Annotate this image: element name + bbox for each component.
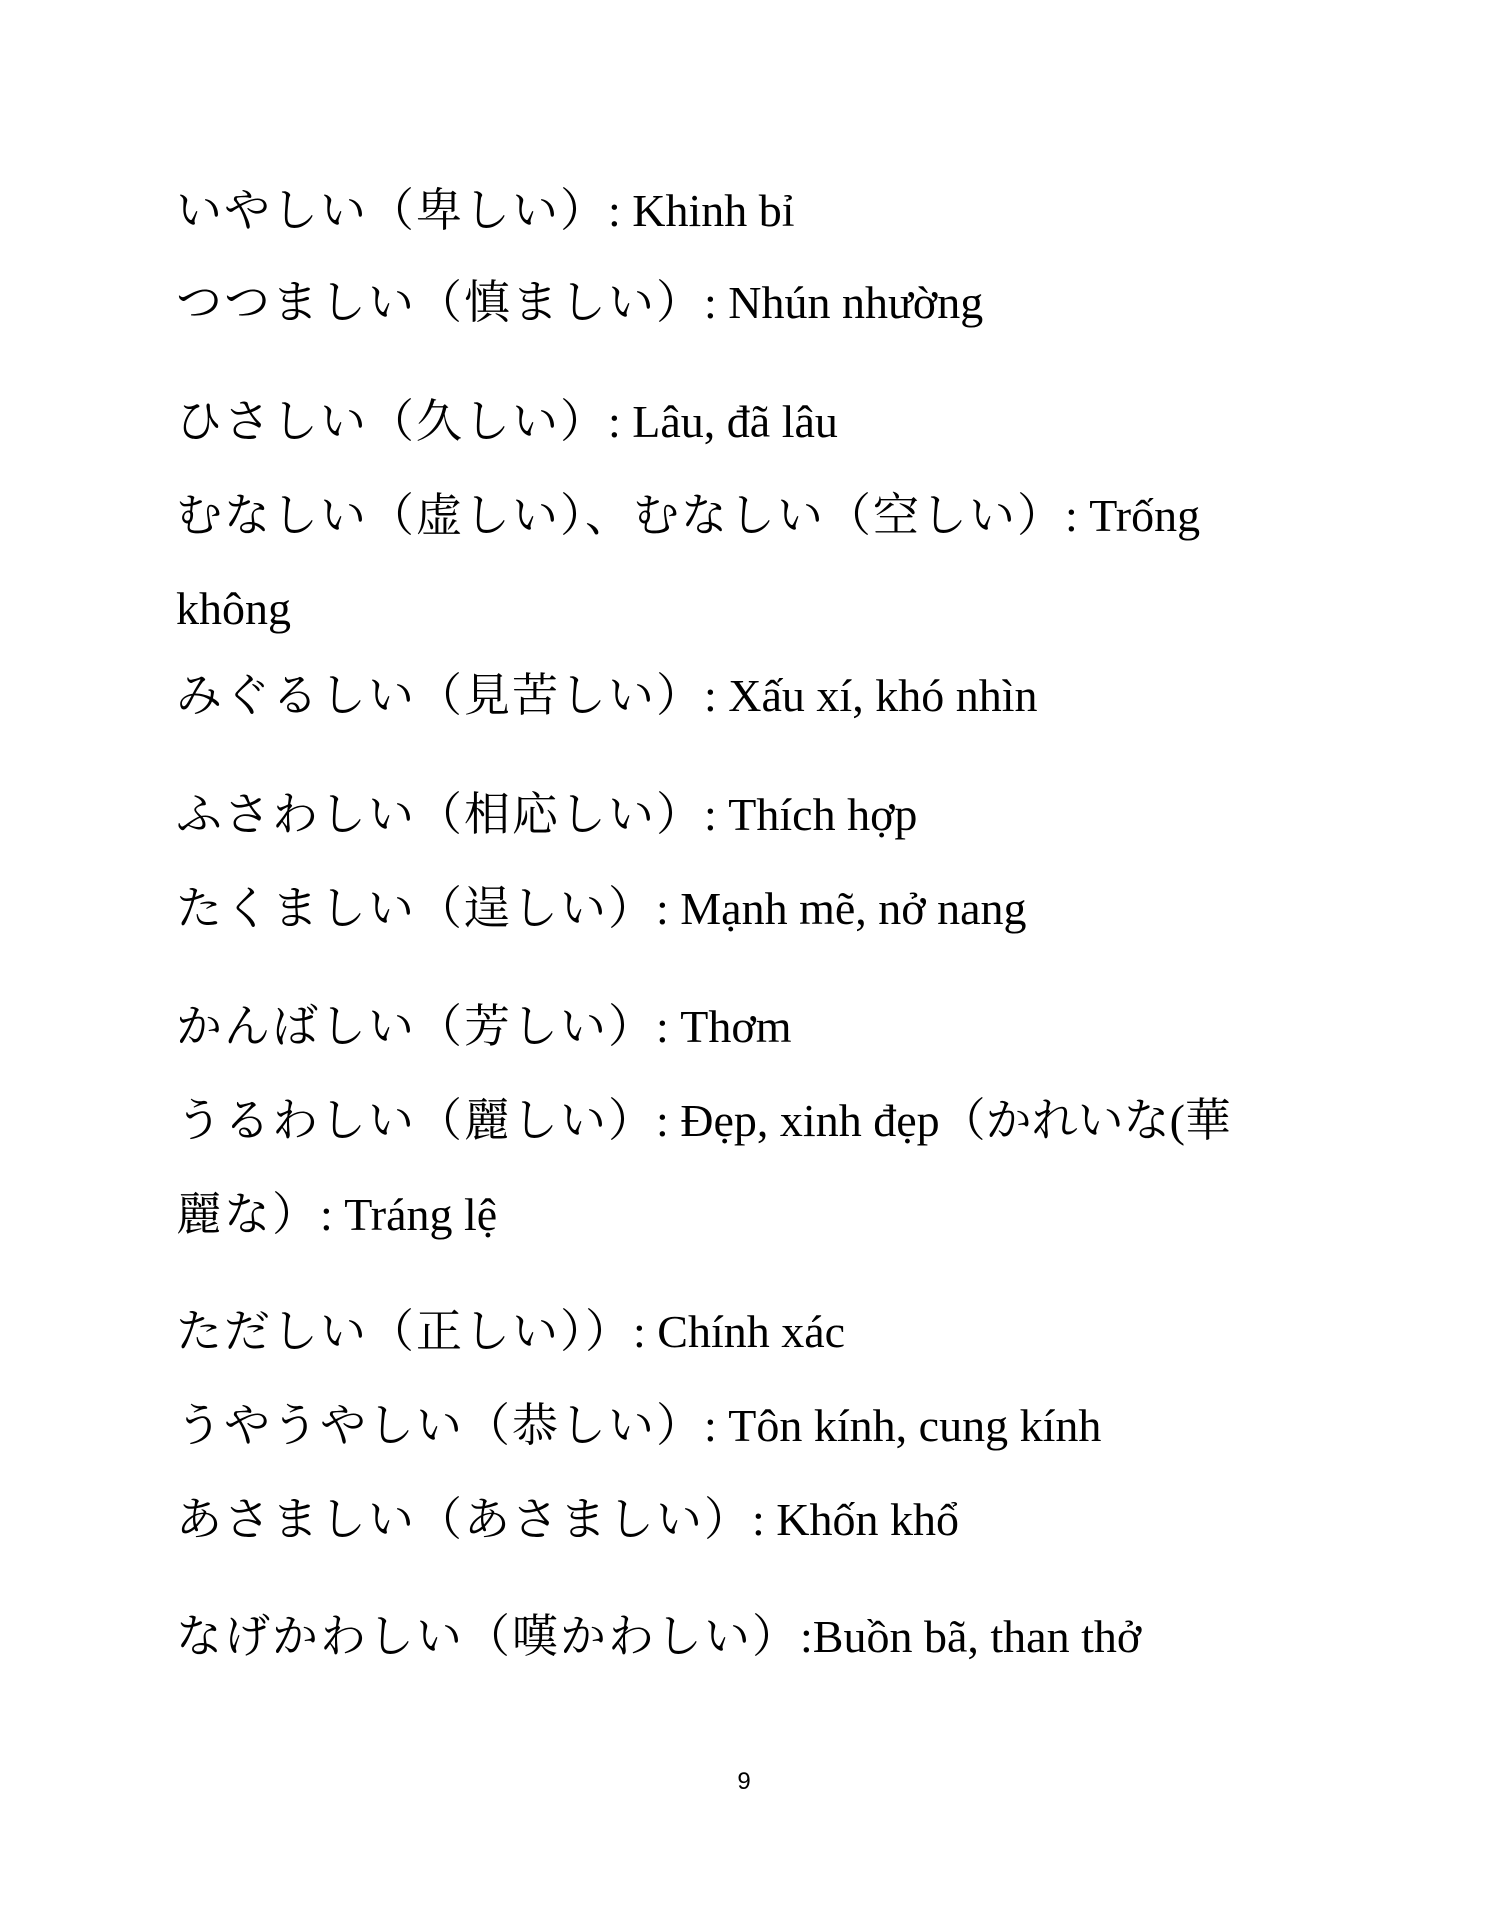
japanese-term: うやうやしい（恭しい） xyxy=(176,1398,704,1452)
vocab-line xyxy=(176,996,791,1057)
vocab-line xyxy=(176,272,983,333)
vocab-line xyxy=(176,180,795,241)
japanese-term: ふさわしい（相応しい） xyxy=(176,787,704,841)
vocab-line-continuation xyxy=(176,1184,497,1245)
vietnamese-meaning: : Khinh bỉ xyxy=(608,185,795,236)
vocab-line xyxy=(176,485,1200,546)
japanese-term: いやしい（卑しい） xyxy=(176,183,608,237)
vocab-line xyxy=(176,878,1027,939)
japanese-term: なげかわしい（嘆かわしい） xyxy=(176,1609,800,1663)
vietnamese-meaning: : Chính xác xyxy=(633,1306,846,1357)
japanese-term: うるわしい（麗しい） xyxy=(176,1093,656,1147)
vocab-line xyxy=(176,1489,959,1550)
vocab-line xyxy=(176,1090,1231,1151)
vietnamese-meaning: không xyxy=(176,583,291,634)
japanese-term: あさましい（あさましい） xyxy=(176,1492,752,1546)
vietnamese-meaning: : Xấu xí, khó nhìn xyxy=(704,670,1038,721)
vocab-line xyxy=(176,391,838,452)
vietnamese-meaning: : Khốn khổ xyxy=(752,1494,959,1545)
vietnamese-meaning: : Mạnh mẽ, nở nang xyxy=(656,883,1027,934)
japanese-term: ただしい（正しい）） xyxy=(176,1304,633,1358)
vocab-line xyxy=(176,1395,1101,1456)
vietnamese-meaning: : Thơm xyxy=(656,1001,792,1052)
vocab-line xyxy=(176,1301,845,1362)
vietnamese-meaning: : Thích hợp xyxy=(704,789,918,840)
japanese-term: みぐるしい（見苦しい） xyxy=(176,668,704,722)
vietnamese-meaning: : Nhún nhường xyxy=(704,277,984,328)
vocab-line xyxy=(176,1606,1141,1667)
vocab-line xyxy=(176,665,1037,726)
japanese-term: たくましい（逞しい） xyxy=(176,881,656,935)
vietnamese-meaning: : Tráng lệ xyxy=(320,1189,498,1240)
japanese-term: かんばしい（芳しい） xyxy=(176,999,656,1053)
vietnamese-meaning: : Đẹp, xinh đẹp（かれいな(華 xyxy=(656,1095,1231,1146)
japanese-term: ひさしい（久しい） xyxy=(176,394,608,448)
vocab-line-continuation xyxy=(176,578,291,639)
japanese-term: 麗な） xyxy=(176,1187,320,1241)
page-number: 9 xyxy=(737,1768,751,1795)
vocab-line xyxy=(176,784,917,845)
vietnamese-meaning: : Tôn kính, cung kính xyxy=(704,1400,1102,1451)
japanese-term: つつましい（慎ましい） xyxy=(176,275,704,329)
japanese-term: むなしい（虚しい）、むなしい（空しい） xyxy=(176,488,1065,542)
vietnamese-meaning: : Lâu, đã lâu xyxy=(608,396,838,447)
vietnamese-meaning: : Trống xyxy=(1065,490,1201,541)
vietnamese-meaning: :Buồn bã, than thở xyxy=(800,1611,1142,1662)
